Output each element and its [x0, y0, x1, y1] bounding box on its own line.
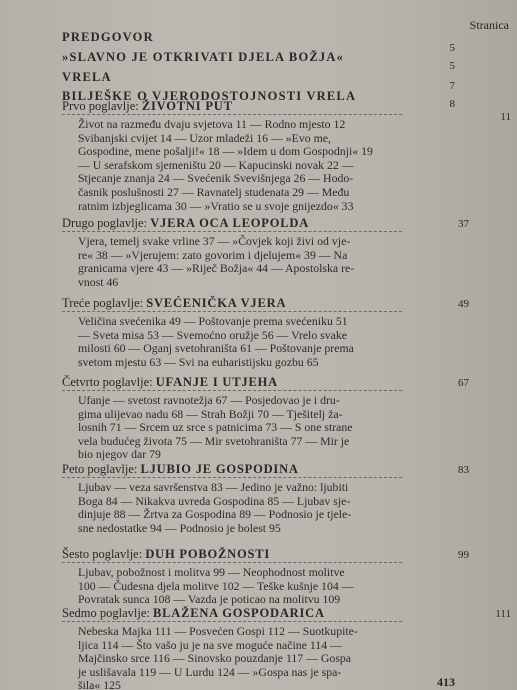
chapter-divider	[62, 562, 402, 563]
chapter-page-number: 111	[495, 608, 511, 620]
chapter-title	[62, 216, 309, 231]
chapter-contents-line: Veličina svećenika 49 — Poštovanje prema svećeniku 51	[78, 314, 348, 328]
chapter-title	[62, 606, 325, 621]
footer-page-number: 413	[437, 675, 455, 689]
chapter-title	[62, 462, 299, 477]
chapter-contents-line: vela budućeg života 75 — Mir svetohraništa 77 — Mir je	[78, 433, 350, 448]
chapter-contents-line: 100 — Čudesna djela molitve 102 — Teške kušnje 104 —	[78, 578, 354, 593]
chapter-contents-line: je uslišavala 119 — U Lurdu 124 — »Gospa nas je spa-	[78, 664, 342, 679]
front-matter-page: 7	[449, 80, 455, 92]
chapter-divider	[62, 390, 402, 391]
chapter-contents-line: — Sveta misa 53 — Svemoćno oružje 56 — Vrelo svake	[78, 327, 348, 342]
front-matter-title: BILJEŠKE O VJERODOSTOJNOSTI VRELA	[62, 89, 357, 103]
chapter-page-number: 37	[458, 218, 469, 230]
chapter-contents-line: šila« 125	[78, 678, 121, 690]
chapter-contents-line: Majčinsko srce 116 — Sinovsko pouzdanje 117 — Gospa	[78, 651, 352, 666]
chapter-name: SVEĆENIČKA VJERA	[146, 296, 287, 310]
chapter-name: LJUBIO JE GOSPODINA	[140, 462, 299, 476]
chapter-name: UFANJE I UTJEHA	[155, 375, 278, 389]
front-matter-page: 5	[449, 60, 455, 72]
chapter-prefix: Četvrto poglavlje:	[62, 375, 153, 389]
chapter-divider	[62, 311, 402, 312]
chapter-prefix: Šesto poglavlje:	[62, 547, 143, 561]
chapter-prefix: Peto poglavlje:	[62, 462, 138, 476]
chapter-title	[62, 375, 278, 390]
chapter-contents-line: ljica 114 — Što vašo ju je na sve moguće načine 114 —	[78, 637, 342, 652]
chapter-page-number: 11	[500, 111, 511, 123]
front-matter-title: PREDGOVOR	[62, 30, 154, 44]
page-column-header: Stranica	[469, 18, 509, 32]
chapter-divider	[62, 114, 402, 115]
chapter-contents-line: Nebeska Majka 111 — Posvećen Gospi 112 — Suotkupite-	[78, 624, 358, 638]
chapter-contents-line: Ljubav, pobožnost i molitva 99 — Neophodnost molitve	[78, 565, 345, 579]
chapter-contents-line: milosti 60 — Oganj svetohraništa 61 — Poštovanje prema	[78, 341, 354, 356]
chapter-contents-line: losnih 71 — Srcem uz srce s patnicima 73 — S one strane	[78, 420, 353, 435]
chapter-contents-line: Život na razmeđu dvaju svjetova 11 — Rodno mjesto 12	[78, 117, 346, 131]
chapter-contents-line: ratnim izbjeglicama 30 — »Vratio se u svoje gnijezdo« 33	[78, 198, 354, 213]
chapter-prefix: Drugo poglavlje:	[62, 216, 148, 230]
chapter-title	[62, 296, 286, 311]
front-matter-title: »SLAVNO JE OTKRIVATI DJELA BOŽJA«	[62, 50, 345, 64]
chapter-name: BLAŽENA GOSPODARICA	[152, 606, 325, 620]
chapter-contents-line: Ljubav — veza savršenstva 83 — Jedino je važno: ljubiti	[78, 480, 349, 494]
front-matter-page: 5	[449, 42, 455, 54]
chapter-contents-line: Povratak sunca 108 — Vazda je poticao na molitvu 109	[78, 592, 341, 607]
chapter-prefix: Prvo poglavlje:	[62, 99, 139, 113]
chapter-divider	[62, 231, 402, 232]
chapter-contents-line: svetom mjestu 63 — Svi na euharistijsku gozbu 65	[78, 354, 319, 369]
chapter-page-number: 67	[458, 377, 469, 389]
chapter-contents-line: bio njegov dar 79	[78, 447, 161, 462]
chapter-contents-line: Svibanjski cvijet 14 — Uzor mladeži 16 — »Evo me,	[78, 130, 331, 145]
chapter-contents-line: Boga 84 — Nikakva uvreda Gospodina 85 — Ljubav sje-	[78, 493, 351, 508]
chapter-name: DUH POBOŽNOSTI	[145, 547, 271, 561]
chapter-contents-line: sne nedostatke 94 — Podnosio je bolest 95	[78, 520, 281, 535]
chapter-contents-line: časnik poslušnosti 27 — Ravnatelj studenata 29 — Među	[78, 185, 350, 199]
chapter-name: VJERA OCA LEOPOLDA	[150, 216, 310, 230]
chapter-contents-line: gima ulijevao nadu 68 — Strah Božji 70 — Tješitelj ža-	[78, 406, 343, 421]
chapter-contents-line: granicama vjere 43 — »Riječ Božja« 44 — Apostolska re-	[78, 261, 355, 276]
front-matter-title: VRELA	[62, 70, 112, 84]
chapter-contents-line: vnost 46	[78, 274, 119, 289]
chapter-contents-line: Stjecanje znanja 24 — Svećenik Svevišnjega 26 — Hodo-	[78, 171, 354, 186]
chapter-contents-line: Vjera, temelj svake vrline 37 — »Čovjek koji živi od vje-	[78, 234, 351, 248]
chapter-contents-line: dinjuje 88 — Žrtva za Gospodina 89 — Podnosio je tjele-	[78, 507, 352, 522]
chapter-contents-line: Gospodine, mene pošalji!« 18 — »Idem u dom Gospodnji« 19	[78, 144, 373, 159]
chapter-contents-line: re« 38 — »Vjerujem: zato govorim i djelujem« 39 — Na	[78, 247, 348, 262]
front-matter-page: 8	[449, 98, 455, 110]
chapter-page-number: 99	[458, 549, 469, 561]
chapter-name: ŽIVOTNI PUT	[141, 99, 233, 113]
chapter-prefix: Treće poglavlje:	[62, 296, 144, 310]
chapter-divider	[62, 477, 402, 478]
chapter-page-number: 83	[458, 464, 469, 476]
chapter-page-number: 49	[458, 298, 469, 310]
chapter-title	[62, 547, 270, 562]
chapter-contents-line: — U serafskom sjemeništu 20 — Kapucinski novak 22 —	[78, 157, 354, 172]
chapter-contents-line: Ufanje — svetost ravnotežja 67 — Posjedovao je i dru-	[78, 393, 340, 407]
chapter-divider	[62, 621, 402, 622]
chapter-title	[62, 99, 233, 114]
chapter-prefix: Sedmo poglavlje:	[62, 606, 150, 620]
